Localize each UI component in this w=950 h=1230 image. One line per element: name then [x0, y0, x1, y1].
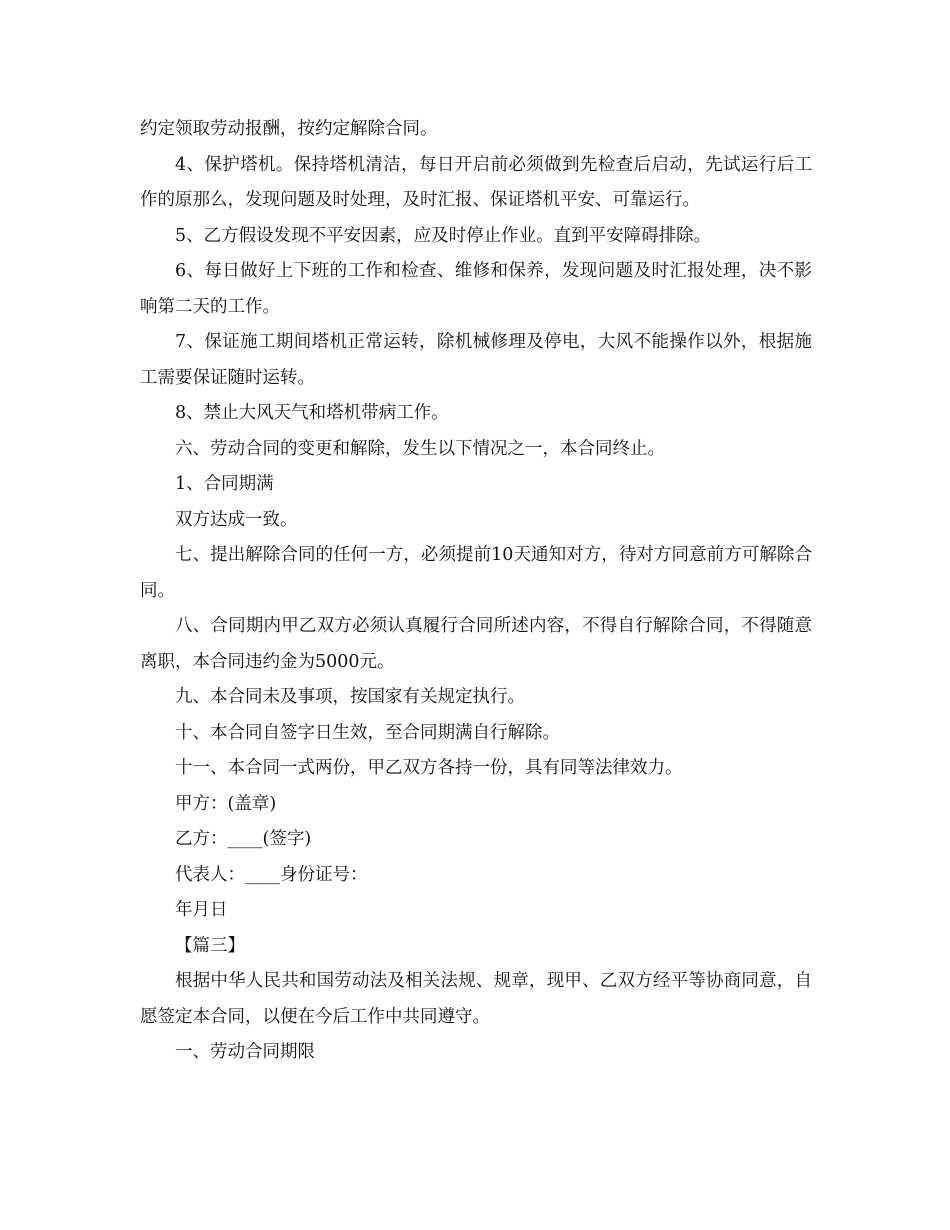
party-b-line: 乙方：____(签字) [175, 829, 312, 849]
paragraph-1: 约定领取劳动报酬，按约定解除合同。 [140, 119, 438, 139]
paragraph-11: 八、合同期内甲乙双方必须认真履行合同所述内容，不得自行解除合同，不得随意离职，本合同违约金为5000元。 [140, 616, 812, 672]
paragraph-6: 8、禁止大风天气和塔机带病工作。 [175, 403, 449, 423]
party-a-line: 甲方：(盖章) [175, 793, 277, 814]
date-line: 年月日 [175, 900, 228, 920]
paragraph-2: 4、保护塔机。保持塔机清洁，每日开启前必须做到先检查后启动，先试运行后工作的原那么，发现问题及时处理，及时汇报、保证塔机平安、可靠运行。 [140, 154, 812, 210]
paragraph-4: 6、每日做好上下班的工作和检查、维修和保养，发现问题及时汇报处理，决不影响第二天的工作。 [140, 261, 812, 317]
paragraph-8: 1、合同期满 [175, 474, 274, 494]
representative-line: 代表人：____身份证号： [175, 864, 368, 885]
paragraph-3: 5、乙方假设发现不平安因素，应及时停止作业。直到平安障碍排除。 [175, 225, 712, 246]
paragraph-10: 七、提出解除合同的任何一方，必须提前10天通知对方，待对方同意前方可解除合同。 [140, 545, 812, 601]
section-heading: 【篇三】 [175, 935, 245, 956]
paragraph-14: 十一、本合同一式两份，甲乙双方各持一份，具有同等法律效力。 [175, 758, 683, 778]
paragraph-13: 十、本合同自签字日生效，至合同期满自行解除。 [175, 722, 560, 743]
paragraph-21: 一、劳动合同期限 [175, 1042, 315, 1062]
document-body [140, 112, 812, 1071]
paragraph-7: 六、劳动合同的变更和解除，发生以下情况之一，本合同终止。 [175, 438, 665, 459]
paragraph-20: 根据中华人民共和国劳动法及相关法规、规章，现甲、乙双方经平等协商同意，自愿签定本合同，以便在今后工作中共同遵守。 [140, 971, 812, 1027]
paragraph-5: 7、保证施工期间塔机正常运转，除机械修理及停电，大风不能操作以外，根据施工需要保证随时运转。 [140, 332, 812, 388]
paragraph-9: 双方达成一致。 [175, 509, 298, 530]
paragraph-12: 九、本合同未及事项，按国家有关规定执行。 [175, 687, 525, 707]
